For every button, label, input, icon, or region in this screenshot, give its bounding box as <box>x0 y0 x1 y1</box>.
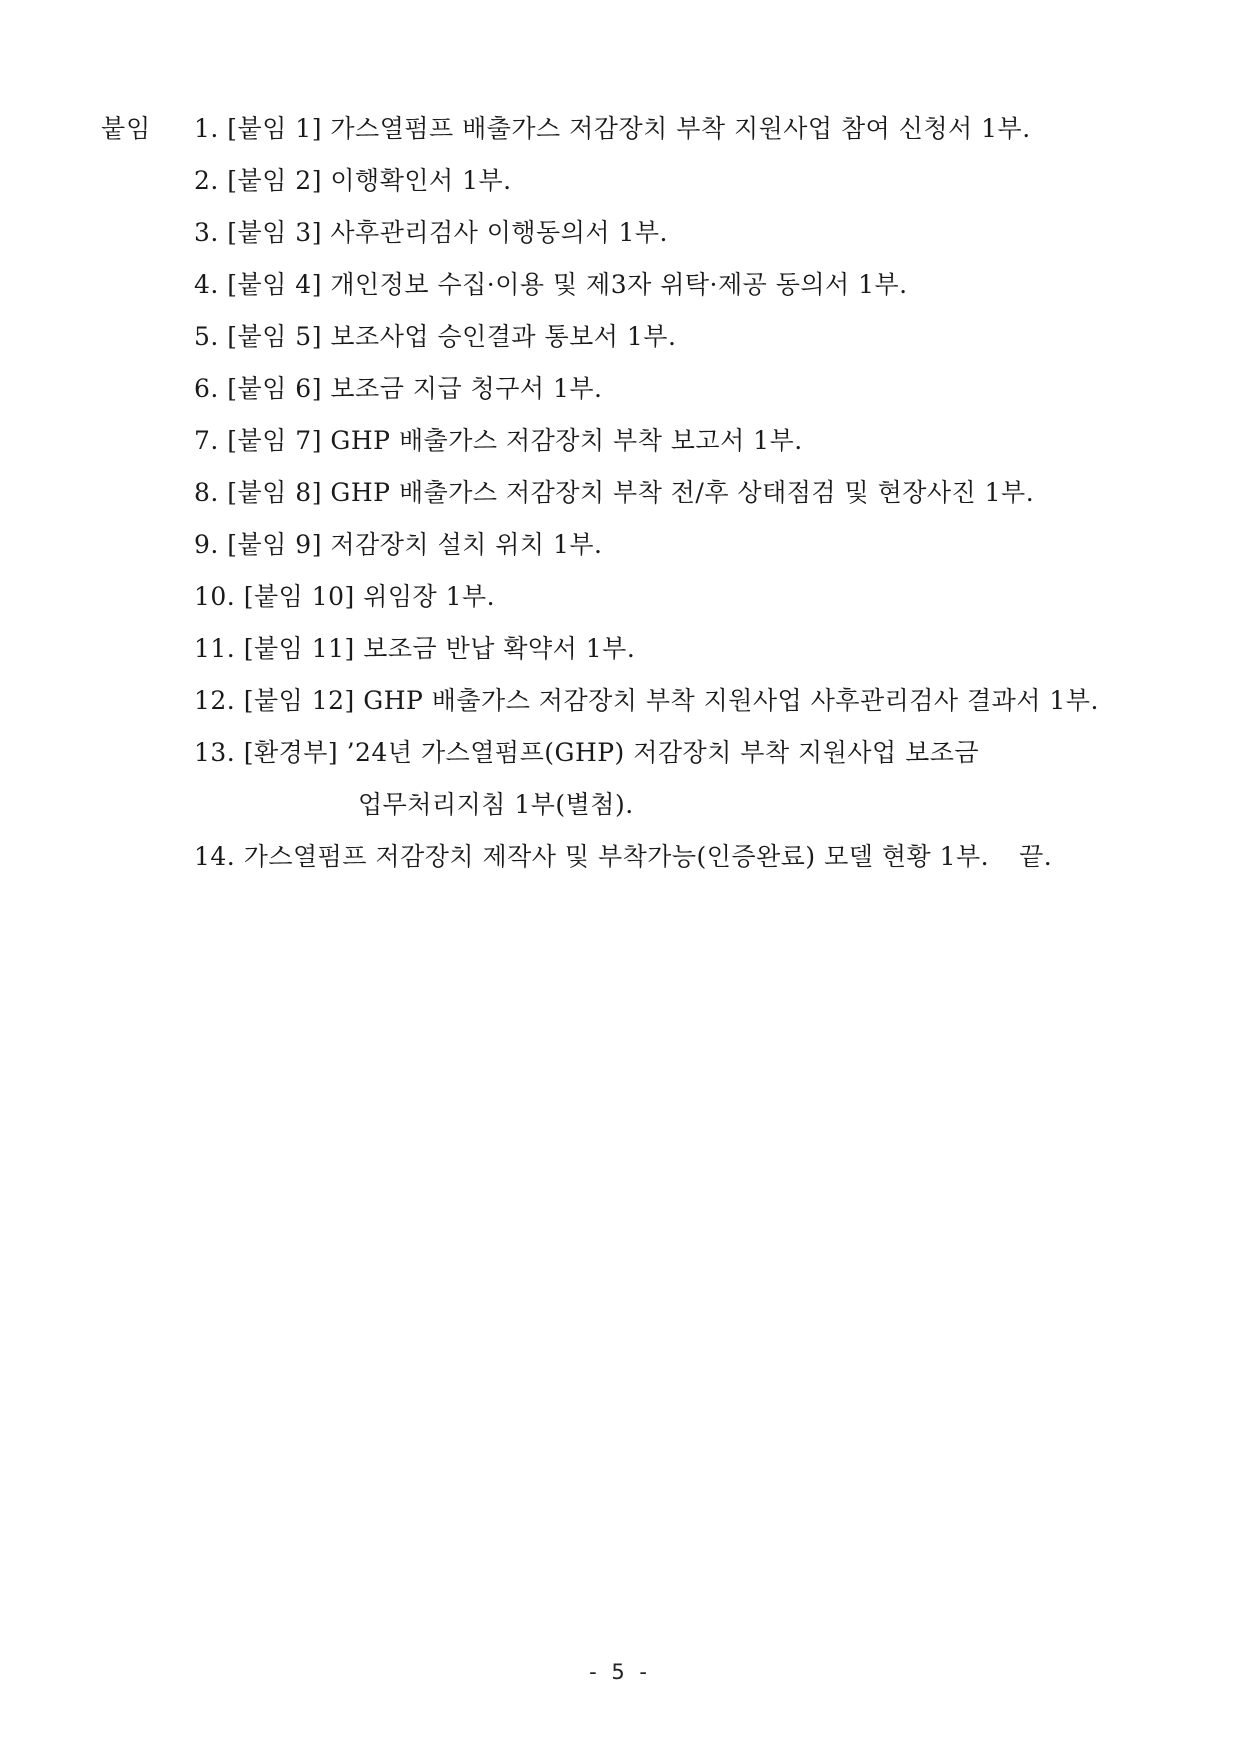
attachment-item-4: 4. [붙임 4] 개인정보 수집·이용 및 제3자 위탁·제공 동의서 1부. <box>194 270 908 299</box>
attachment-list <box>194 112 1139 892</box>
attachment-item-13-line1: 13. [환경부] ’24년 가스열펌프(GHP) 저감장치 부착 지원사업 보조금 <box>194 738 980 767</box>
end-mark: 끝. <box>1019 842 1053 871</box>
attachment-item-14-text: 14. 가스열펌프 저감장치 제작사 및 부착가능(인증완료) 모델 현황 1부. <box>194 842 990 871</box>
attachment-item-3: 3. [붙임 3] 사후관리검사 이행동의서 1부. <box>194 218 668 247</box>
attachment-item-9: 9. [붙임 9] 저감장치 설치 위치 1부. <box>194 530 603 559</box>
attachment-item-8: 8. [붙임 8] GHP 배출가스 저감장치 부착 전/후 상태점검 및 현장사진 1부. <box>194 478 1035 507</box>
attachment-item-11: 11. [붙임 11] 보조금 반납 확약서 1부. <box>194 634 636 663</box>
page-number: - 5 - <box>589 1660 651 1684</box>
attachment-item-5: 5. [붙임 5] 보조사업 승인결과 통보서 1부. <box>194 322 677 351</box>
attachment-item-12: 12. [붙임 12] GHP 배출가스 저감장치 부착 지원사업 사후관리검사 결과서 1부. <box>194 686 1099 715</box>
attachment-item-10: 10. [붙임 10] 위임장 1부. <box>194 582 496 611</box>
attachment-item-13-line2: 업무처리지침 1부(별첨). <box>358 790 634 819</box>
attachment-item-2: 2. [붙임 2] 이행확인서 1부. <box>194 166 512 195</box>
attachment-item-13 <box>194 736 1139 822</box>
attachment-item-7: 7. [붙임 7] GHP 배출가스 저감장치 부착 보고서 1부. <box>194 426 803 455</box>
attachment-item-1: 1. [붙임 1] 가스열펌프 배출가스 저감장치 부착 지원사업 참여 신청서 1부. <box>194 114 1031 143</box>
attachment-label: 붙임 <box>101 114 152 143</box>
attachment-item-6: 6. [붙임 6] 보조금 지급 청구서 1부. <box>194 374 603 403</box>
attachment-item-14 <box>194 840 1139 892</box>
